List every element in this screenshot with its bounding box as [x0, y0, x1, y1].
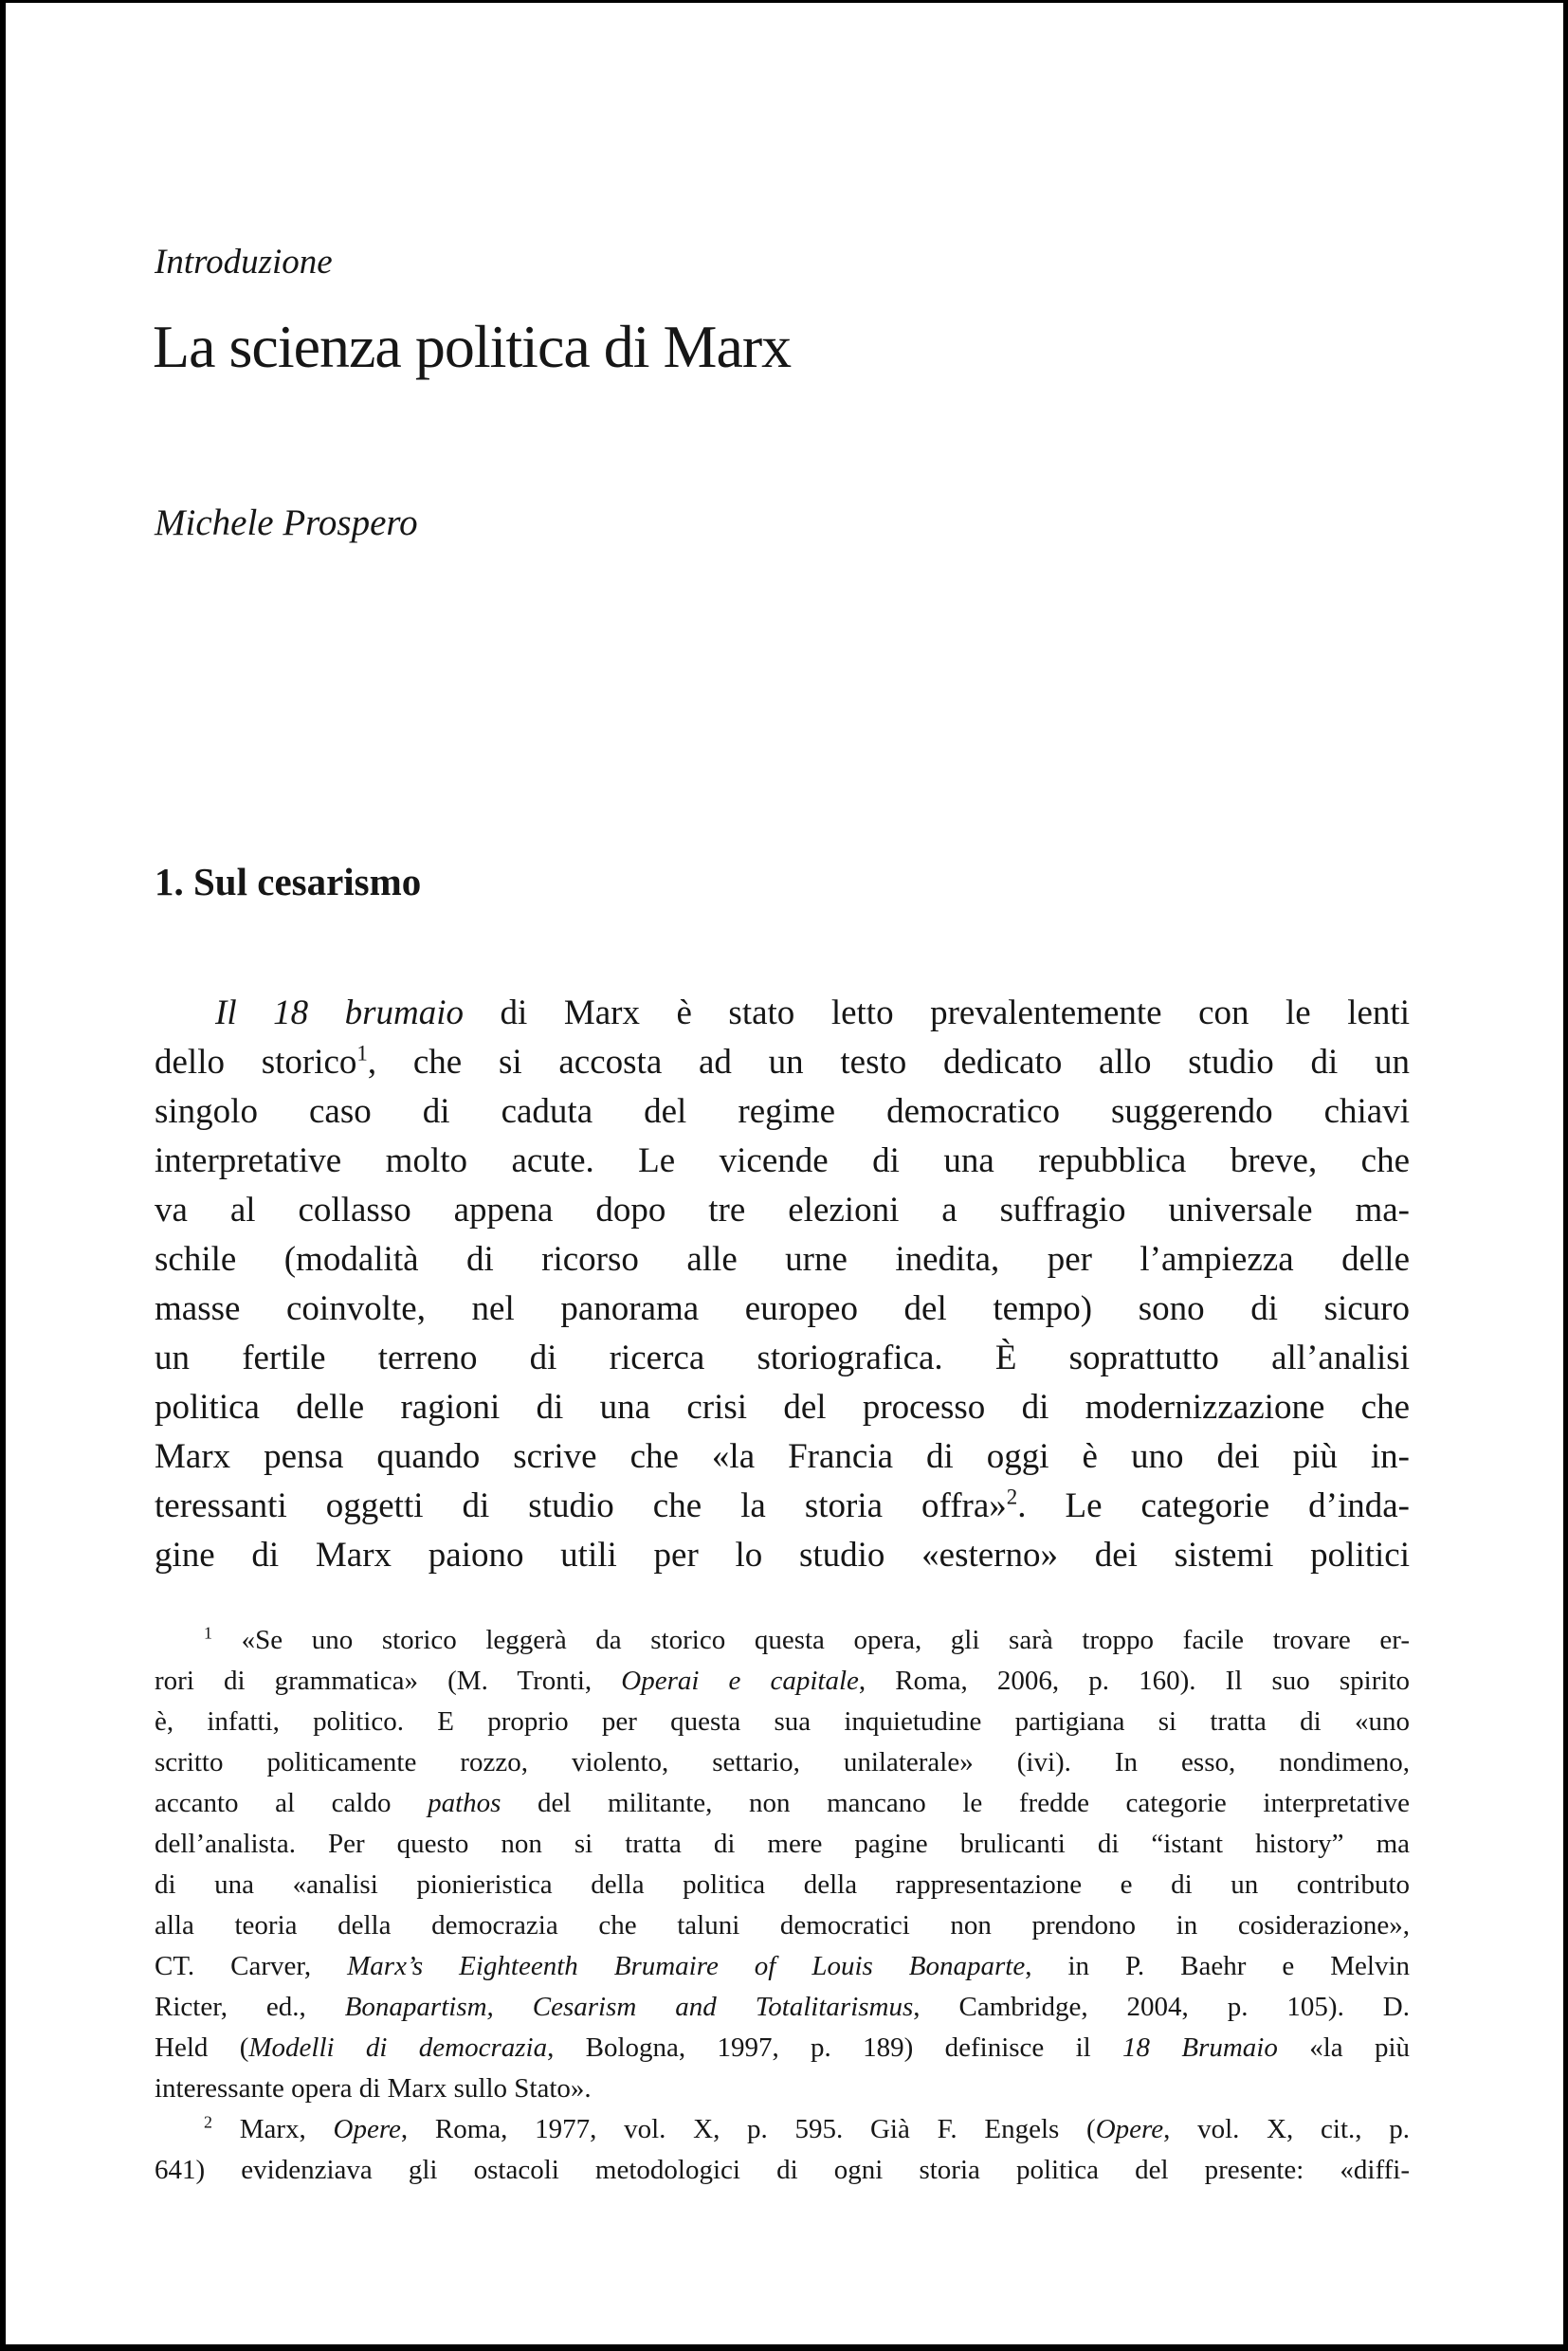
text-line: Held (Modelli di democrazia, Bologna, 1997, p. 189) definisce il 18 Brumaio «la più — [155, 2032, 1411, 2063]
text-line: va al collasso appena dopo tre elezioni a suffragio universale ma- — [155, 1191, 1410, 1230]
text-line: dello storico$^1$, che si accosta ad un testo dedicato allo studio di un — [155, 1041, 1410, 1082]
text-line: schile (modalità di ricorso alle urne inedita, per l’ampiezza delle — [155, 1240, 1410, 1279]
text-line: Il 18 brumaio di Marx è stato letto prevalentemente con le lenti — [215, 993, 1410, 1032]
text-line: 641) evidenziava gli ostacoli metodologici di ogni storia politica del presente: «diffi- — [155, 2155, 1410, 2185]
chapter-label: Introduzione — [155, 243, 333, 282]
author-name: Michele Prospero — [155, 502, 418, 543]
text-line: dell’analista. Per questo non si tratta di mere pagine brulicanti di “istant history” ma — [155, 1829, 1410, 1859]
body-paragraph — [155, 989, 1410, 1580]
text-line: Marx pensa quando scrive che «la Francia di oggi è uno dei più in- — [155, 1437, 1410, 1476]
section-heading: 1. Sul cesarismo — [155, 860, 422, 903]
text-line: masse coinvolte, nel panorama europeo del tempo) sono di sicuro — [155, 1289, 1410, 1328]
footnote-marker: 1 — [356, 1041, 368, 1066]
text-line: è, infatti, politico. E proprio per questa sua inquietudine partigiana si tratta di «uno — [155, 1706, 1410, 1737]
footnote-block — [155, 1620, 1410, 2191]
text-line: $^2$ Marx, Opere, Roma, 1977, vol. X, p. 595. Già F. Engels (Opere, vol. X, cit., p. — [204, 2112, 1410, 2144]
text-line: alla teoria della democrazia che taluni democratici non prendono in cosiderazione», — [155, 1910, 1410, 1941]
text-line: $^1$ «Se uno storico leggerà da storico questa opera, gli sarà troppo facile trovare er- — [204, 1623, 1410, 1655]
text-line: scritto politicamente rozzo, violento, settario, unilaterale» (ivi). In esso, nondimeno, — [155, 1747, 1410, 1777]
footnote-marker: 2 — [204, 2112, 212, 2132]
text-line: politica delle ragioni di una crisi del processo di modernizzazione che — [155, 1388, 1410, 1427]
text-line: teressanti oggetti di studio che la storia offra»$^2$. Le categorie d’inda- — [155, 1485, 1410, 1525]
footnote-marker: 1 — [204, 1623, 212, 1643]
text-line: Ricter, ed., Bonapartism, Cesarism and Totalitarismus, Cambridge, 2004, p. 105). D. — [155, 1992, 1410, 2022]
text-line: singolo caso di caduta del regime democratico suggerendo chiavi — [155, 1092, 1410, 1131]
footnote-marker: 2 — [1006, 1485, 1018, 1509]
text-line: interpretative molto acute. Le vicende di una repubblica breve, che — [155, 1141, 1410, 1180]
text-line: accanto al caldo pathos del militante, non mancano le fredde categorie interpretative — [155, 1788, 1410, 1818]
text-line: un fertile terreno di ricerca storiografica. È soprattutto all’analisi — [155, 1339, 1410, 1377]
text-line: rori di grammatica» (M. Tronti, Operai e capitale, Roma, 2006, p. 160). Il suo spirito — [155, 1666, 1410, 1696]
text-line: di una «analisi pionieristica della politica della rappresentazione e di un contributo — [155, 1869, 1410, 1900]
text-line: CT. Carver, Marx’s Eighteenth Brumaire of Louis Bonaparte, in P. Baehr e Melvin — [155, 1951, 1411, 1981]
page-title: La scienza politica di Marx — [153, 313, 792, 380]
text-line: interessante opera di Marx sullo Stato». — [155, 2073, 592, 2104]
text-line: gine di Marx paiono utili per lo studio «esterno» dei sistemi politici — [155, 1536, 1410, 1575]
